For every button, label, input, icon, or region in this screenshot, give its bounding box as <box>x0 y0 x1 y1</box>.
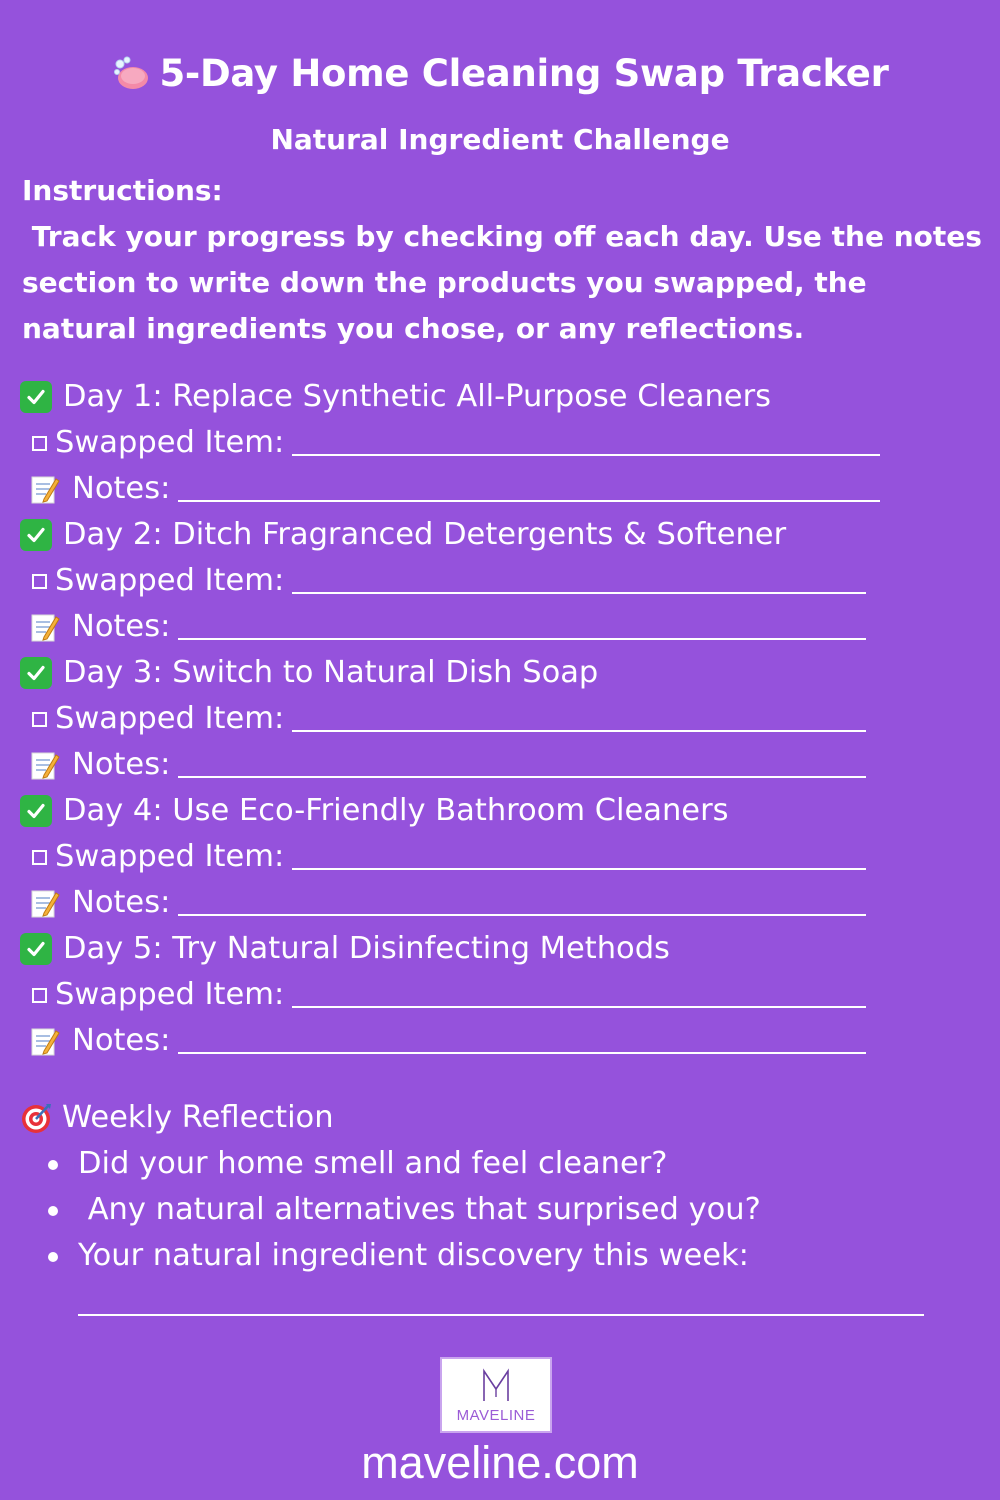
swapped-item-blank[interactable] <box>292 1006 866 1008</box>
target-icon <box>20 1102 52 1134</box>
checkbox-icon[interactable] <box>32 436 47 451</box>
swapped-item-blank[interactable] <box>292 592 866 594</box>
memo-icon <box>30 1025 60 1057</box>
swapped-item-blank[interactable] <box>292 868 866 870</box>
swapped-item-row <box>20 972 980 1018</box>
day-title-row <box>20 788 980 834</box>
notes-blank[interactable] <box>178 914 866 916</box>
swapped-item-row <box>20 558 980 604</box>
swapped-item-row <box>20 696 980 742</box>
check-mark-icon <box>20 519 52 551</box>
notes-blank[interactable] <box>178 500 880 502</box>
notes-row <box>20 742 980 788</box>
maveline-logo <box>440 1357 552 1433</box>
page-title: 5-Day Home Cleaning Swap Tracker <box>159 52 889 95</box>
swapped-item-label: Swapped Item: <box>55 563 285 598</box>
instructions-heading: Instructions: <box>22 174 223 207</box>
swapped-item-row <box>20 834 980 880</box>
notes-label: Notes: <box>72 471 171 506</box>
memo-icon <box>30 611 60 643</box>
title-row <box>0 52 1000 95</box>
memo-icon <box>30 473 60 505</box>
swapped-item-blank[interactable] <box>292 730 866 732</box>
reflection-heading-row <box>20 1095 980 1141</box>
page-subtitle: Natural Ingredient Challenge <box>270 123 730 156</box>
list-item: Your natural ingredient discovery this week: <box>20 1233 980 1279</box>
memo-icon <box>30 749 60 781</box>
notes-label: Notes: <box>72 747 171 782</box>
notes-blank[interactable] <box>178 776 866 778</box>
memo-icon <box>30 887 60 919</box>
day-list <box>20 374 980 1064</box>
checkbox-icon[interactable] <box>32 850 47 865</box>
day-item <box>20 374 980 512</box>
checkbox-icon[interactable] <box>32 574 47 589</box>
weekly-reflection <box>20 1095 980 1279</box>
reflection-heading: Weekly Reflection <box>62 1100 334 1135</box>
swapped-item-label: Swapped Item: <box>55 425 285 460</box>
swapped-item-label: Swapped Item: <box>55 701 285 736</box>
instructions-body: Track your progress by checking off each day. Use the notes section to write down the products you swapped, the natural ingredients you chose, or any reflections. <box>22 220 982 345</box>
day-title: Day 3: Switch to Natural Dish Soap <box>63 655 599 690</box>
logo-m-icon <box>478 1365 514 1405</box>
day-title-row <box>20 650 980 696</box>
day-item <box>20 512 980 650</box>
swapped-item-row <box>20 420 980 466</box>
list-item: Any natural alternatives that surprised you? <box>20 1187 980 1233</box>
swapped-item-label: Swapped Item: <box>55 839 285 874</box>
logo-text: MAVELINE <box>456 1407 536 1424</box>
notes-label: Notes: <box>72 1023 171 1058</box>
notes-blank[interactable] <box>178 1052 866 1054</box>
day-title-row <box>20 512 980 558</box>
day-item <box>20 788 980 926</box>
day-title-row <box>20 374 980 420</box>
day-item <box>20 650 980 788</box>
day-item <box>20 926 980 1064</box>
soap-icon <box>111 54 151 94</box>
day-title: Day 5: Try Natural Disinfecting Methods <box>63 931 670 966</box>
day-title: Day 1: Replace Synthetic All-Purpose Cleaners <box>63 379 771 414</box>
checkbox-icon[interactable] <box>32 988 47 1003</box>
notes-blank[interactable] <box>178 638 866 640</box>
check-mark-icon <box>20 657 52 689</box>
day-title-row <box>20 926 980 972</box>
notes-row <box>20 604 980 650</box>
swapped-item-blank[interactable] <box>292 454 880 456</box>
notes-row <box>20 1018 980 1064</box>
reflection-questions <box>20 1141 980 1279</box>
notes-label: Notes: <box>72 609 171 644</box>
instructions <box>22 168 982 352</box>
checkbox-icon[interactable] <box>32 712 47 727</box>
check-mark-icon <box>20 795 52 827</box>
swapped-item-label: Swapped Item: <box>55 977 285 1012</box>
notes-label: Notes: <box>72 885 171 920</box>
notes-row <box>20 880 980 926</box>
check-mark-icon <box>20 933 52 965</box>
notes-row <box>20 466 980 512</box>
day-title: Day 2: Ditch Fragranced Detergents & Softener <box>63 517 787 552</box>
check-mark-icon <box>20 381 52 413</box>
website-link[interactable]: maveline.com <box>361 1437 639 1488</box>
list-item: Did your home smell and feel cleaner? <box>20 1141 980 1187</box>
day-title: Day 4: Use Eco-Friendly Bathroom Cleaners <box>63 793 729 828</box>
discovery-blank[interactable] <box>78 1314 924 1316</box>
